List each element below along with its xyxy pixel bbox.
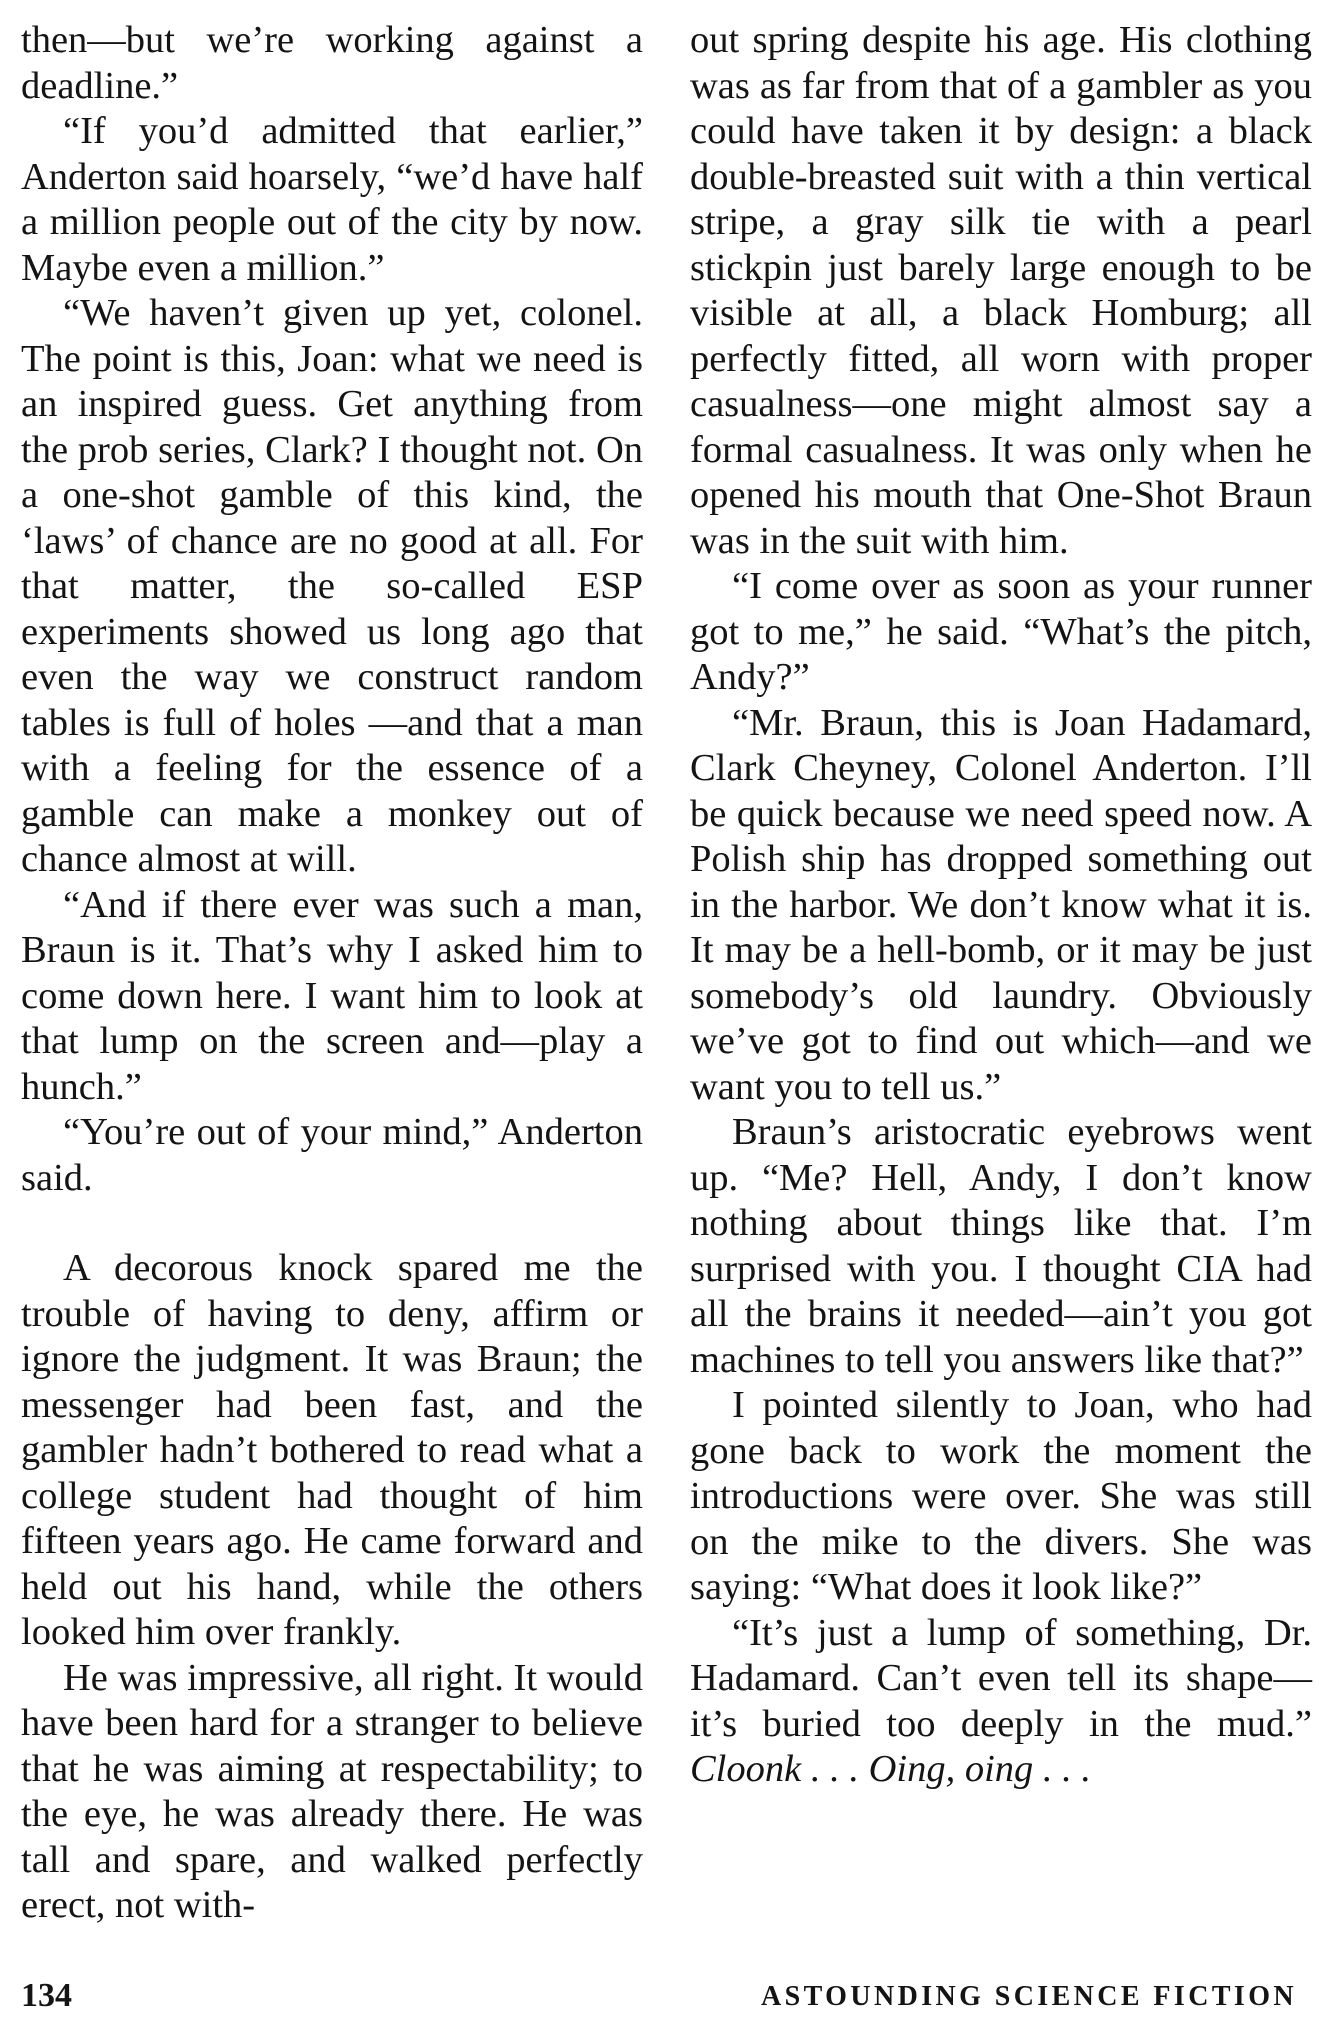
paragraph: then—but we’re working against a deadline.” (21, 19, 643, 107)
left-text-column (21, 18, 643, 1929)
paragraph: I pointed silently to Joan, who had gone back to work the moment the introductions were over. She was still on the mike to the divers. She was saying: “What does it look like?” (690, 1384, 1312, 1608)
paragraph: “You’re out of your mind,” Anderton said. (21, 1111, 643, 1199)
dialogue-text: “It’s just a lump of something, Dr. Hadamard. Can’t even tell its shape—it’s buried too deeply in the mud.” (690, 1611, 1312, 1745)
paragraph: “Mr. Braun, this is Joan Hadamard, Clark Cheyney, Colonel Anderton. I’ll be quick because we need speed now. A Polish ship has dropped something out in the harbor. We don’t know what it is. It may be a hell-bomb, or it may be just somebody’s old laundry. Obviously we’ve got to find out which—and we want you to tell us.” (690, 701, 1312, 1108)
paragraph: A decorous knock spared me the trouble of having to deny, affirm or ignore the judgment. It was Braun; the messenger had been fast, and the gambler hadn’t bothered to read what a college student had thought of him fifteen years ago. He came forward and held out his hand, while the others looked him over frankly. (21, 1247, 643, 1653)
paragraph: out spring despite his age. His clothing was as far from that of a gambler as you could have taken it by design: a black double-breasted suit with a thin vertical stripe, a gray silk tie with a pearl stickpin just barely large enough to be visible at all, a black Homburg; all perfectly fitted, all worn with proper casualness—one might almost say a formal casualness. It was only when he opened his mouth that One-Shot Braun was in the suit with him. (690, 19, 1312, 562)
paragraph (690, 1611, 1312, 1793)
page-footer (21, 1976, 1297, 2016)
paragraph: Braun’s aristocratic eyebrows went up. “Me? Hell, Andy, I don’t know nothing about things like that. I’m surprised with you. I thought CIA had all the brains it needed—ain’t you got machines to tell you answers like that?” (690, 1111, 1312, 1381)
page-number: 134 (21, 1977, 72, 2014)
paragraph: He was impressive, all right. It would have been hard for a stranger to believe that he was aiming at respectability; to the eye, he was already there. He was tall and spare, and walked perfectly erect, not with- (21, 1656, 643, 1926)
paragraph: “We haven’t given up yet, colonel. The point is this, Joan: what we need is an inspired guess. Get anything from the prob series, Clark? I thought not. On a one-shot gamble of this kind, the ‘laws’ of chance are no good at all. For that matter, the so-called ESP experiments showed us long ago that even the way we construct random tables is full of holes —and that a man with a feeling for the essence of a gamble can make a monkey out of chance almost at will. (21, 292, 643, 880)
paragraph: “I come over as soon as your runner got to me,” he said. “What’s the pitch, Andy?” (690, 565, 1312, 698)
right-text-column (690, 18, 1312, 1793)
sound-effect-text: Cloonk . . . Oing, oing . . . (690, 1748, 1092, 1790)
running-title: ASTOUNDING SCIENCE FICTION (761, 1981, 1297, 2012)
paragraph: “And if there ever was such a man, Braun is it. That’s why I asked him to come down here. I want him to look at that lump on the screen and—play a hunch.” (21, 883, 643, 1108)
paragraph: “If you’d admitted that earlier,” Anderton said hoarsely, “we’d have half a million people out of the city by now. Maybe even a million.” (21, 110, 643, 289)
